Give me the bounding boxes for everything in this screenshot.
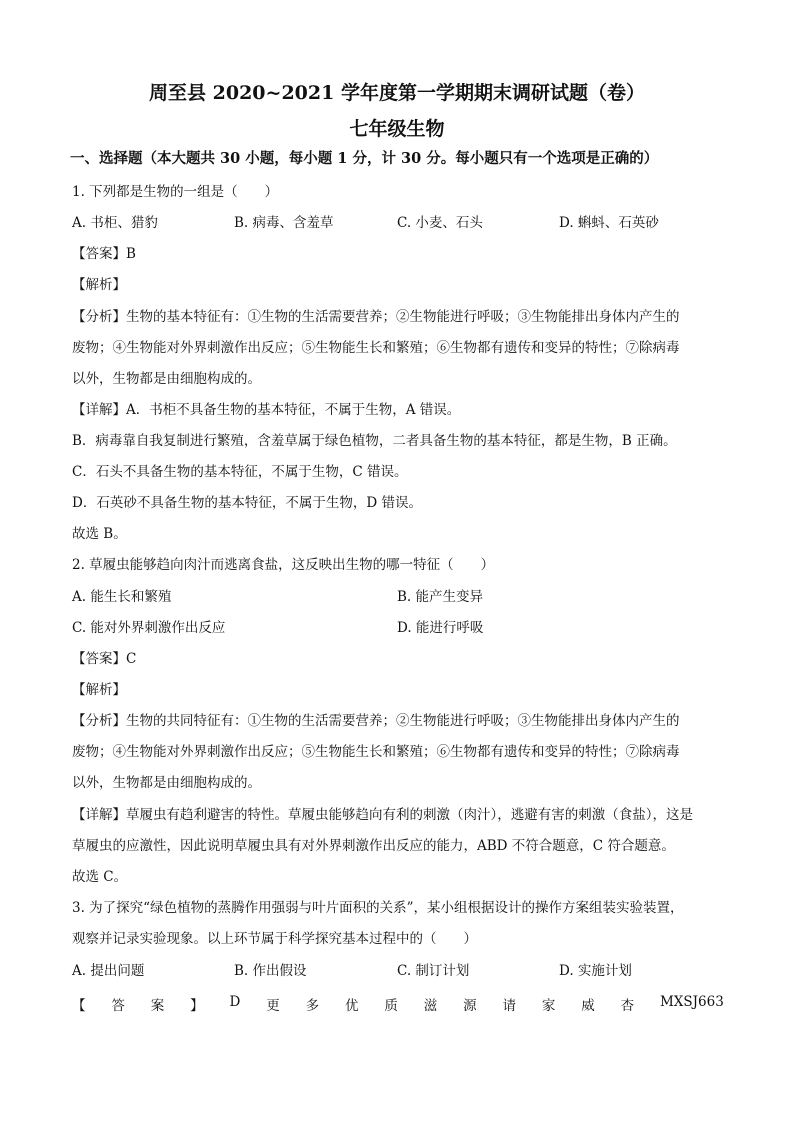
option-b: B. 能产生变异 xyxy=(397,589,484,605)
answer-2: 【答案】C xyxy=(72,651,137,667)
detail-1-line-1: 【详解】A．书柜不具备生物的基本特征，不属于生物，A 错误。 xyxy=(72,402,461,418)
option-c: C. 制订计划 xyxy=(397,963,470,979)
option-a: A. 提出问题 xyxy=(72,963,145,979)
char: 源 xyxy=(463,998,477,1014)
char: 多 xyxy=(305,998,320,1014)
analysis-1-line-2: 废物；④生物能对外界刺激作出反应；⑤生物能生长和繁殖；⑥生物都有遗传和变异的特性；⑦除病毒 xyxy=(72,340,680,356)
option-a: A. 能生长和繁殖 xyxy=(72,589,172,605)
detail-2-line-2: 草履虫的应激性，因此说明草履虫具有对外界刺激作出反应的能力，ABD 不符合题意，C 符合题意。 xyxy=(72,838,675,854)
detail-2-line-3: 故选 C。 xyxy=(72,869,128,885)
option-b: B. 作出假设 xyxy=(234,963,307,979)
detail-1-line-3: C．石头不具备生物的基本特征，不属于生物，C 错误。 xyxy=(72,464,408,480)
section-heading: 一、选择题（本大题共 30 小题，每小题 1 分，计 30 分。每小题只有一个选项是正确的） xyxy=(70,150,659,167)
char: 质 xyxy=(384,998,398,1014)
char: D xyxy=(229,994,241,1010)
analysis-label-1: 【解析】 xyxy=(72,277,126,293)
analysis-2-line-2: 废物；④生物能对外界刺激作出反应；⑤生物能生长和繁殖；⑥生物都有遗传和变异的特性；⑦除病毒 xyxy=(72,744,680,760)
answer-1: 【答案】B xyxy=(72,246,136,262)
detail-1-line-2: B．病毒靠自我复制进行繁殖，含羞草属于绿色植物，二者具备生物的基本特征，都是生物，B 正确。 xyxy=(72,433,677,449)
detail-1-line-4: D．石英砂不具备生物的基本特征，不属于生物，D 错误。 xyxy=(72,495,422,511)
question-1-stem: 1. 下列都是生物的一组是（ ） xyxy=(72,184,279,200)
option-b: B. 病毒、含羞草 xyxy=(234,215,334,231)
detail-1-line-5: 故选 B。 xyxy=(72,526,127,542)
char: 更 xyxy=(266,998,280,1014)
char: 威 xyxy=(581,998,595,1014)
char: 优 xyxy=(344,998,359,1014)
char: 】 xyxy=(190,998,204,1014)
option-c: C. 小麦、石头 xyxy=(397,215,483,231)
option-d: D. 蝌蚪、石英砂 xyxy=(559,215,659,231)
char: 家 xyxy=(541,998,556,1014)
analysis-2-line-1: 【分析】生物的共同特征有：①生物的生活需要营养；②生物能进行呼吸；③生物能排出身体内产生的 xyxy=(72,713,680,729)
option-a: A. 书柜、猎豹 xyxy=(72,215,158,231)
detail-2-line-1: 【详解】草履虫有趋利避害的特性。草履虫能够趋向有利的刺激（肉汁），逃避有害的刺激（食盐），这是 xyxy=(72,807,693,823)
char: 请 xyxy=(502,998,516,1014)
char: MXSJ663 xyxy=(659,994,724,1010)
analysis-1-line-1: 【分析】生物的基本特征有：①生物的生活需要营养；②生物能进行呼吸；③生物能排出身体内产生的 xyxy=(72,309,680,325)
page-subtitle: 七年级生物 xyxy=(349,118,445,140)
char: 滋 xyxy=(423,998,438,1014)
char: 【 xyxy=(72,998,86,1014)
question-3-stem-line-2: 观察并记录实验现象。以上环节属于科学探究基本过程中的（ ） xyxy=(72,931,477,947)
analysis-1-line-3: 以外，生物都是由细胞构成的。 xyxy=(72,371,261,387)
question-2-stem: 2. 草履虫能够趋向肉汁而逃离食盐，这反映出生物的哪一特征（ ） xyxy=(72,557,495,573)
question-3-stem-line-1: 3. 为了探究“绿色植物的蒸腾作用强弱与叶片面积的关系”，某小组根据设计的操作方案组装实验装置， xyxy=(72,900,684,916)
answer-3-spaced-line xyxy=(72,994,724,1014)
option-c: C. 能对外界刺激作出反应 xyxy=(72,620,226,636)
char: 杏 xyxy=(620,998,635,1014)
char: 答 xyxy=(111,998,125,1014)
analysis-label-2: 【解析】 xyxy=(72,682,126,698)
analysis-2-line-3: 以外，生物都是由细胞构成的。 xyxy=(72,775,261,791)
option-d: D. 实施计划 xyxy=(559,963,632,979)
option-d: D. 能进行呼吸 xyxy=(397,620,484,636)
char: 案 xyxy=(150,998,165,1014)
page-title: 周至县 2020~2021 学年度第一学期期末调研试题（卷） xyxy=(149,82,645,104)
